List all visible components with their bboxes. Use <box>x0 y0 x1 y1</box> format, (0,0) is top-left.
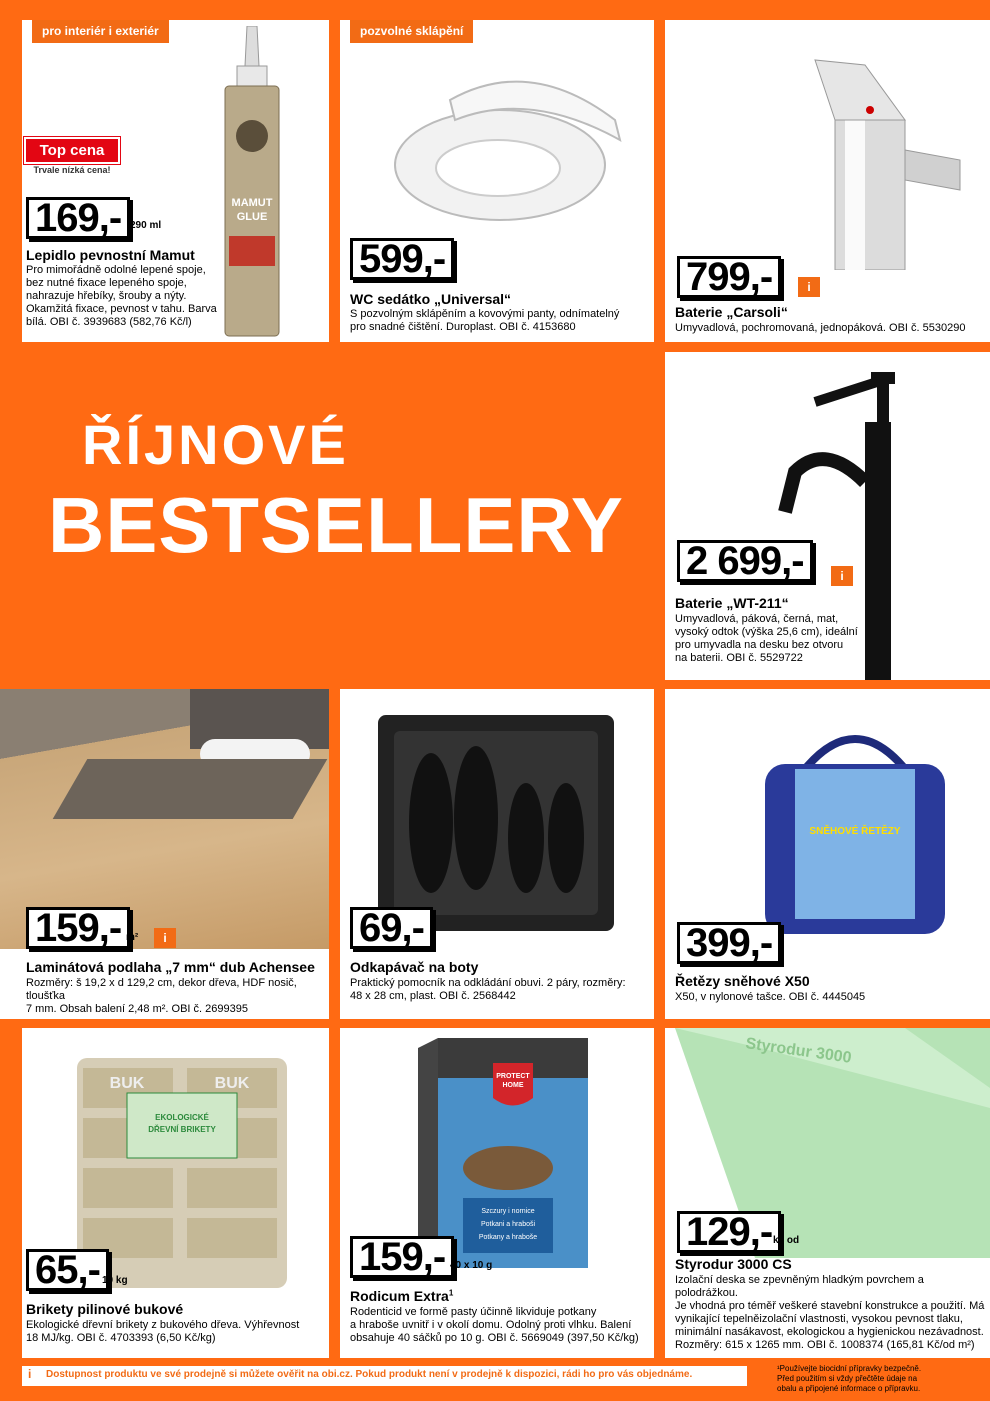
price-unit: 40 x 10 g <box>450 1260 493 1271</box>
product-cell-styrodur[interactable] <box>665 1028 990 1358</box>
product-desc: Izolační deska se zpevněným hladkým povrchem a polodrážkou. Je vhodná pro téměř veškeré stavební konstrukce a použití. Má vynikající tepelněizolační vlastnosti, vysokou pevnost tlaku, minimální nasákavost, ekologickou a hygienickou nezávadnost. Rozměry: 615 x 1265 mm. OBI č. 1008374 (165,81 Kč/od m²) <box>675 1274 985 1351</box>
product-cell-rodicum[interactable] <box>340 1028 654 1358</box>
chrome-faucet-image <box>775 40 975 270</box>
rodenticide-box-image <box>418 1038 588 1268</box>
product-title: Laminátová podlaha „7 mm“ dub Achensee <box>26 959 315 975</box>
product-cell-wt211[interactable] <box>665 352 990 680</box>
product-cell-chains[interactable] <box>665 689 990 1019</box>
svg-text:Styrodur 3000: Styrodur 3000 <box>744 1035 853 1067</box>
top-cena-label: Top cena <box>24 137 120 164</box>
price-box: 799,- <box>677 256 781 298</box>
product-title: WC sedátko „Universal“ <box>350 291 512 307</box>
product-title: Lepidlo pevnostní Mamut <box>26 247 195 263</box>
price-box: 65,- <box>26 1249 109 1291</box>
product-title: Brikety pilinové bukové <box>26 1301 184 1317</box>
price-unit: m² <box>126 932 139 943</box>
price-box: 169,- <box>26 197 130 239</box>
headline-line1: ŘÍJNOVÉ <box>82 413 349 476</box>
svg-text:BUK: BUK <box>214 1075 250 1092</box>
feature-tag: pozvolné sklápění <box>350 20 473 43</box>
svg-text:BUK: BUK <box>109 1075 145 1092</box>
product-desc: Ekologické dřevní brikety z bukového dřeva. Výhřevnost 18 MJ/kg. OBI č. 4703393 (6,50 Kč/kg) <box>26 1319 300 1344</box>
product-desc: Pro mimořádně odolné lepené spoje, bez nutné fixace lepeného spoje, nahrazuje hřebíky, šrouby a nýty. Okamžitá fixace, pevnost v tahu. Barva bílá. OBI č. 3939683 (582,76 Kč/l) <box>26 264 217 328</box>
product-title: Rodicum Extra$^1$ <box>350 1288 454 1304</box>
svg-text:DŘEVNÍ BRIKETY: DŘEVNÍ BRIKETY <box>148 1125 216 1134</box>
product-desc: Umyvadlová, pochromovaná, jednopáková. OBI č. 5530290 <box>675 322 966 334</box>
price-box: 399,- <box>677 922 781 964</box>
product-cell-carsoli[interactable] <box>665 20 990 342</box>
svg-text:EKOLOGICKÉ: EKOLOGICKÉ <box>155 1113 209 1122</box>
product-title: Řetězy sněhové X50 <box>675 973 810 989</box>
product-desc: Rodenticid ve formě pasty účinně likviduje potkany a hraboše uvnitř i v okolí domu. Odolný proti vlhku. Balení obsahuje 40 sáčků po 10 g. OBI č. 5669049 (397,50 Kč/kg) <box>350 1306 639 1344</box>
info-icon[interactable]: i <box>831 566 853 586</box>
product-desc: Umyvadlová, páková, černá, mat, vysoký odtok (výška 25,6 cm), ideální pro umyvadla na desku bez otvoru na baterii. OBI č. 5529722 <box>675 613 858 664</box>
headline-line2: BESTSELLERY <box>48 481 624 569</box>
price-box: 599,- <box>350 238 454 280</box>
product-title: Baterie „WT-211“ <box>675 595 789 611</box>
price-unit: 290 ml <box>130 220 162 231</box>
svg-text:HOME: HOME <box>502 1082 524 1089</box>
product-cell-seat[interactable] <box>340 20 654 342</box>
svg-text:SNĚHOVÉ ŘETĚZY: SNĚHOVÉ ŘETĚZY <box>809 826 901 837</box>
svg-text:PROTECT: PROTECT <box>496 1073 530 1080</box>
price-box: 69,- <box>350 907 433 949</box>
snow-chains-bag-image <box>755 719 955 939</box>
product-desc: S pozvolným sklápěním a kovovými panty, odnímatelný pro snadné čištění. Duroplast. OBI č. 4153680 <box>350 308 620 333</box>
product-cell-glue[interactable] <box>22 20 329 342</box>
availability-note: Dostupnost produktu ve své prodejně si můžete ověřit na obi.cz. Pokud produkt není v prodejně k dispozici, rádi ho pro vás objednáme. <box>46 1369 693 1380</box>
boot-tray-image <box>376 713 616 933</box>
info-icon[interactable]: i <box>798 277 820 297</box>
price-box: 159,- <box>26 907 130 949</box>
top-cena-badge <box>24 137 120 175</box>
product-cell-mat[interactable] <box>340 689 654 1019</box>
product-title: Odkapávač na boty <box>350 959 479 975</box>
product-cell-laminate[interactable] <box>0 689 329 1019</box>
price-box: 2 699,- <box>677 540 813 582</box>
price-unit: ks od <box>773 1235 800 1246</box>
product-desc: X50, v nylonové tašce. OBI č. 4445045 <box>675 991 866 1003</box>
biocide-footnote: ¹Používejte biocidní přípravky bezpečně. Před použitím si vždy přečtěte údaje na obalu a připojené informace o přípravku. <box>777 1364 922 1393</box>
price-box: 129,- <box>677 1211 781 1253</box>
svg-text:GLUE: GLUE <box>236 211 268 223</box>
product-cell-briquettes[interactable] <box>22 1028 329 1358</box>
svg-text:MAMUT: MAMUT <box>231 197 273 209</box>
rug-shape <box>53 759 328 819</box>
product-desc: Praktický pomocník na odkládání obuvi. 2 páry, rozměry: 48 x 28 cm, plast. OBI č. 2568442 <box>350 977 626 1002</box>
price-box: 159,- <box>350 1236 454 1278</box>
svg-text:Szczury i nornice: Szczury i nornice <box>481 1208 535 1215</box>
feature-tag: pro interiér i exteriér <box>32 20 169 43</box>
toilet-seat-image <box>380 60 640 240</box>
info-icon[interactable]: i <box>154 928 176 948</box>
info-icon: i <box>28 1367 32 1381</box>
svg-text:Potkani a hraboši: Potkani a hraboši <box>480 1221 536 1228</box>
top-cena-sub: Trvale nízká cena! <box>33 165 111 175</box>
svg-text:Potkany a hraboše: Potkany a hraboše <box>478 1234 538 1241</box>
price-unit: 10 kg <box>102 1275 128 1286</box>
product-desc: Rozměry: š 19,2 x d 129,2 cm, dekor dřeva, HDF nosič, tloušťka 7 mm. Obsah balení 2,48 m². OBI č. 2699395 <box>26 977 297 1015</box>
product-title: Styrodur 3000 CS <box>675 1256 792 1272</box>
product-title: Baterie „Carsoli“ <box>675 304 788 320</box>
